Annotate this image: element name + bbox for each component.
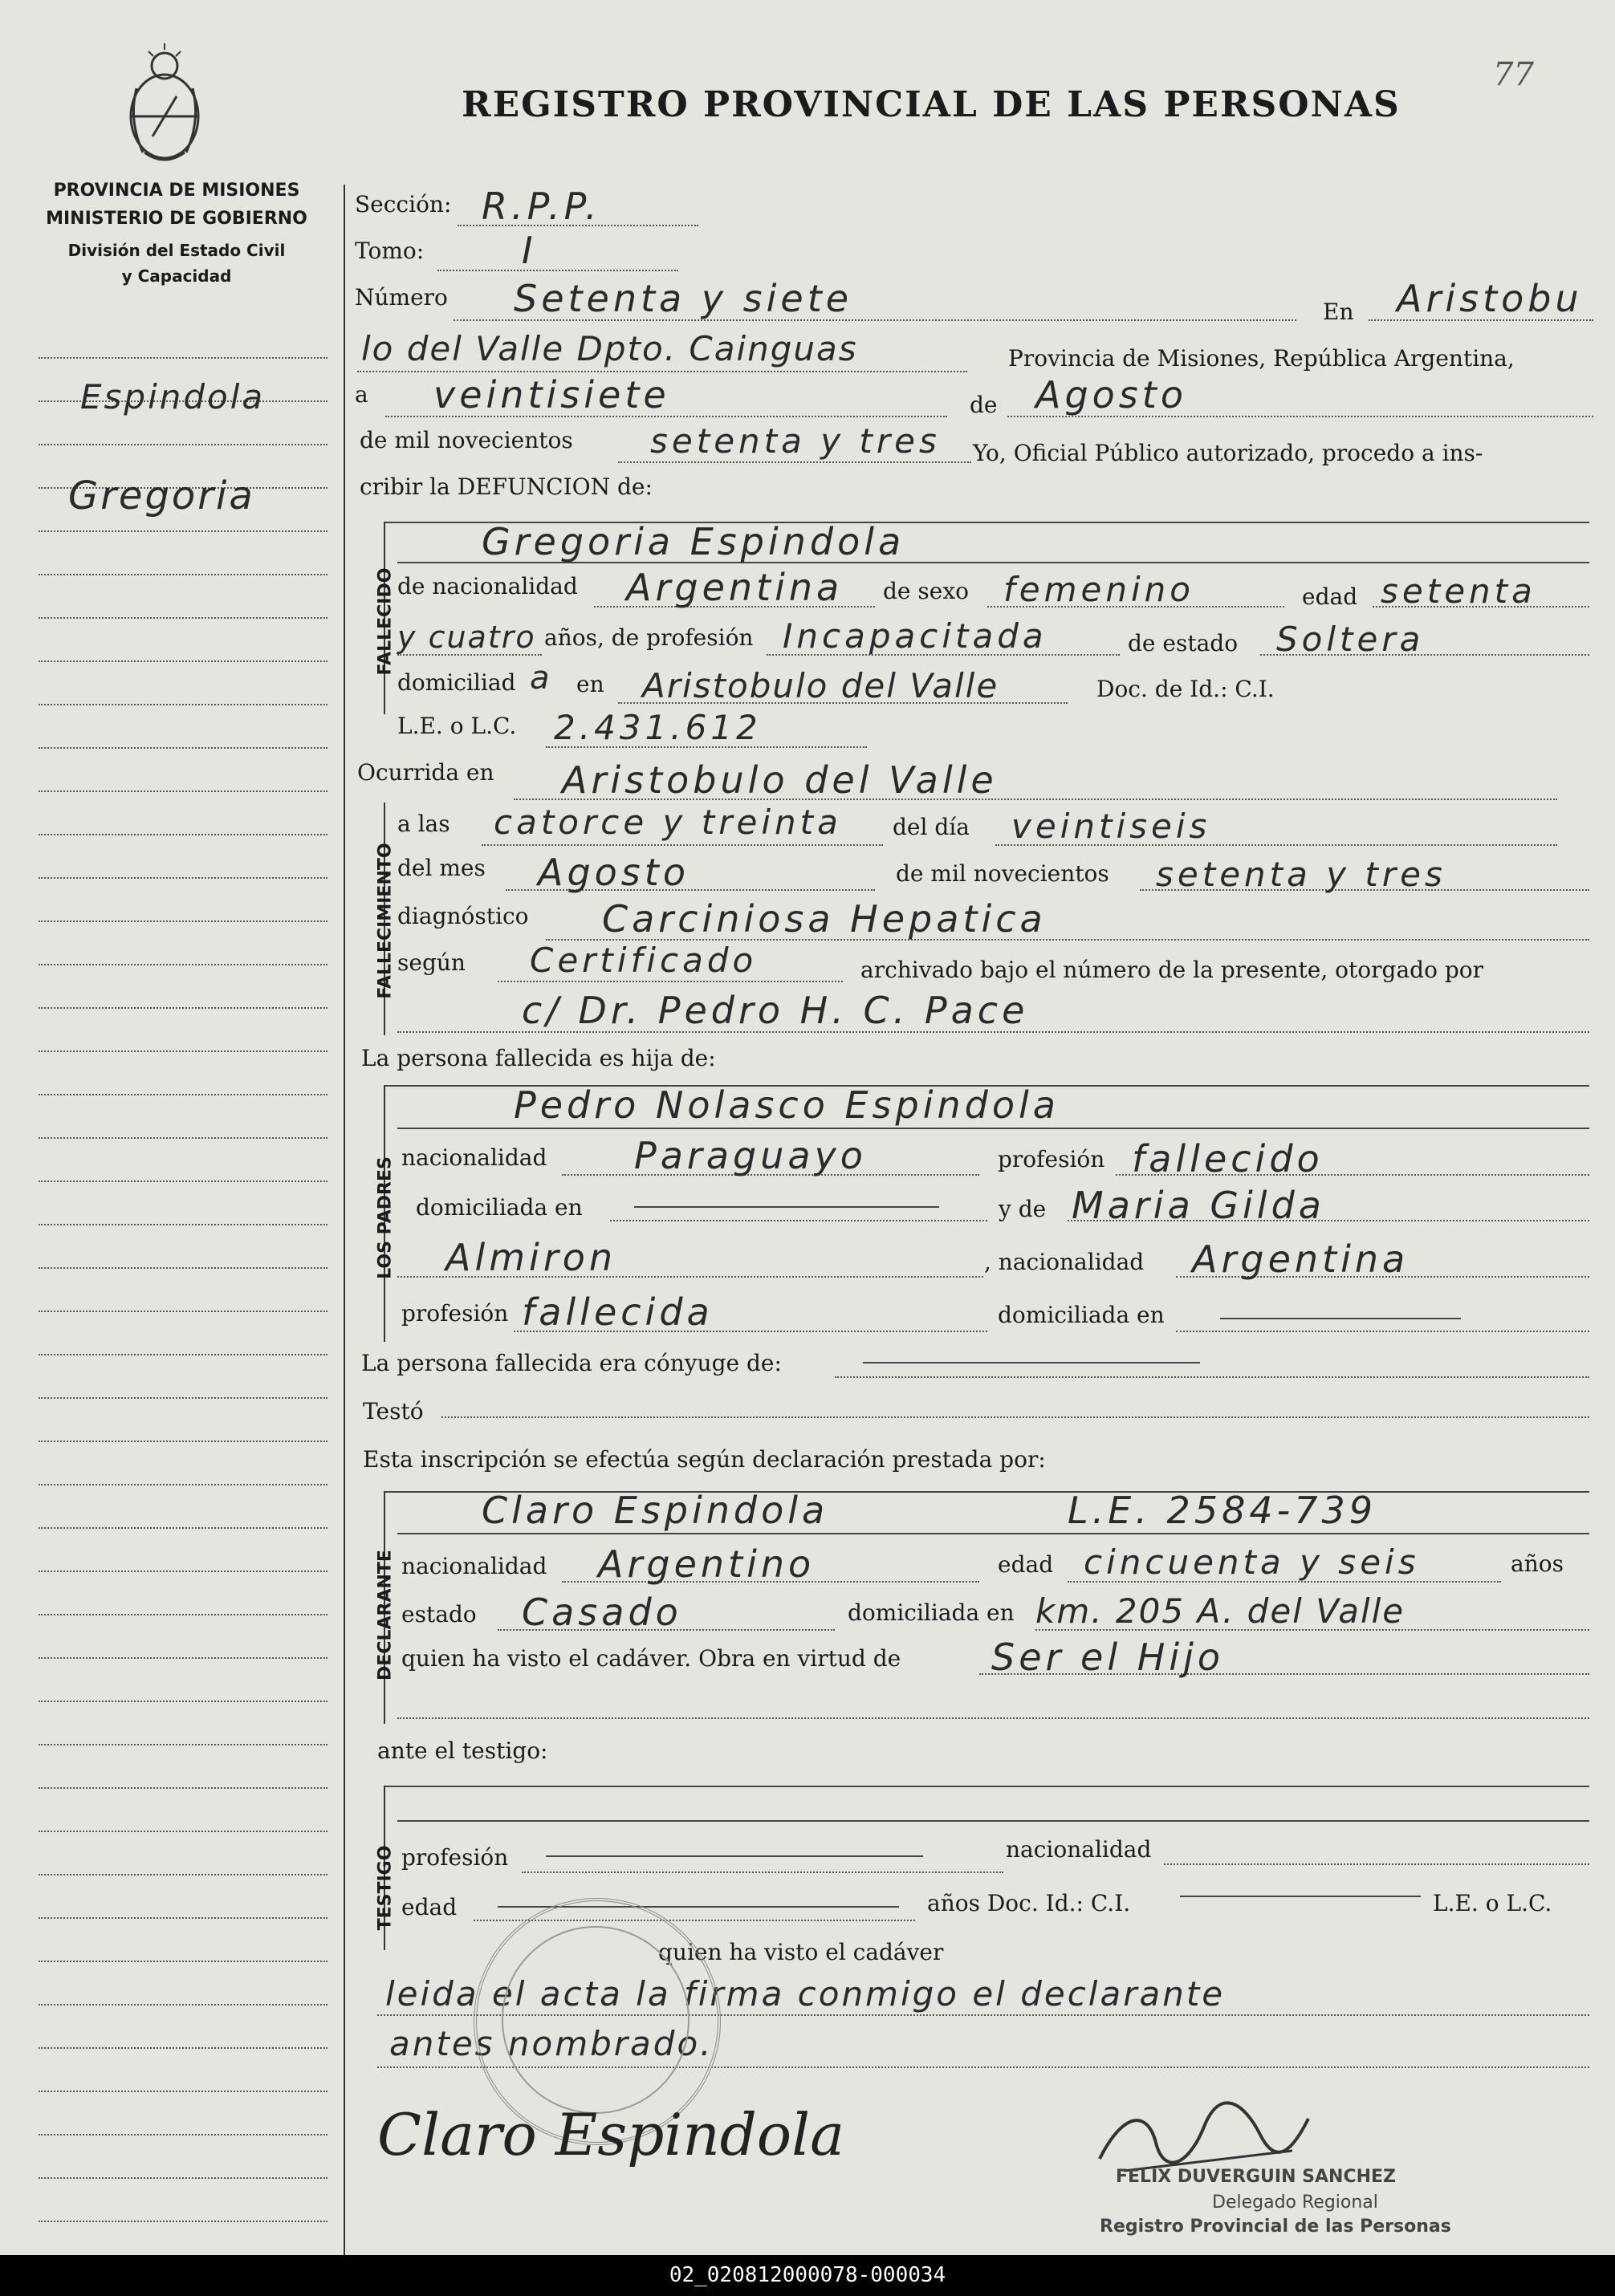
declarante-domicilio: km. 205 A. del Valle	[1035, 1591, 1405, 1631]
de-label: de	[970, 392, 998, 418]
margin-line	[39, 1311, 327, 1312]
ante-testigo-label: ante el testigo:	[377, 1737, 548, 1764]
conyuge-label: La persona fallecida era cónyuge de:	[361, 1350, 782, 1376]
testigo-profesion-dash	[546, 1855, 923, 1857]
org-ministry: MINISTERIO DE GOBIERNO	[46, 209, 307, 229]
inscripcion-label: Esta inscripción se efectúa según declaración prestada por:	[363, 1446, 1046, 1473]
ocurrida-value: Aristobulo del Valle	[562, 758, 998, 802]
margin-rule	[344, 185, 345, 2255]
margin-line	[39, 1441, 327, 1442]
obra-value: Ser el Hijo	[991, 1636, 1225, 1679]
margin-line	[39, 660, 327, 662]
image-id-footer: 02_020812000078-000034	[0, 2255, 1615, 2296]
margin-line	[39, 1397, 327, 1399]
medico-value: c/ Dr. Pedro H. C. Pace	[522, 989, 1029, 1032]
margin-line	[39, 1744, 327, 1745]
testigo-le-lc-label: L.E. o L.C.	[1433, 1890, 1552, 1916]
a-las-label: a las	[397, 811, 450, 837]
madre-nacionalidad-label: , nacionalidad	[984, 1249, 1145, 1275]
declarante-side-label: DECLARANTE	[375, 1550, 396, 1680]
numero-value: Setenta y siete	[514, 277, 853, 320]
sexo-label: de sexo	[883, 578, 969, 604]
edad-label: edad	[1302, 583, 1358, 610]
padre-name: Pedro Nolasco Espindola	[514, 1083, 1060, 1127]
del-dia-label: del día	[893, 814, 970, 840]
cribir-label: cribir la DEFUNCION de:	[360, 473, 653, 500]
a-label: a	[355, 381, 368, 408]
margin-line	[39, 1050, 327, 1052]
stamp-title: Delegado Regional	[1212, 2192, 1378, 2213]
anio-line	[618, 461, 971, 463]
cierre-1: leida el acta la firma conmigo el declarante	[385, 1974, 1226, 2014]
profesion-label: años, de profesión	[544, 624, 754, 651]
padre-nacionalidad: Paraguayo	[634, 1134, 867, 1177]
margin-line	[39, 834, 327, 835]
tomo-value: I	[522, 229, 537, 272]
margin-given-name: Gregoria	[68, 473, 255, 518]
testigo-side-label: TESTIGO	[375, 1845, 396, 1931]
margin-line	[39, 530, 327, 532]
mil-nov-label: de mil novecientos	[896, 860, 1109, 887]
de-nacionalidad-label: de nacionalidad	[397, 573, 578, 599]
declarante-blank-line	[397, 1717, 1589, 1719]
margin-line	[39, 790, 327, 792]
archivado-label: archivado bajo el número de la presente, otorgado por	[860, 957, 1483, 983]
stamp-office: Registro Provincial de las Personas	[1100, 2217, 1451, 2237]
margin-line	[39, 574, 327, 575]
del-mes-label: del mes	[397, 855, 486, 881]
margin-line	[39, 1527, 327, 1529]
en2-label: en	[576, 671, 604, 697]
padres-side-label: LOS PADRES	[375, 1156, 396, 1279]
fallecido-edad-1: setenta	[1381, 571, 1536, 611]
margin-line	[39, 2221, 327, 2222]
estado-label: de estado	[1128, 630, 1239, 656]
tomo-line	[437, 270, 678, 271]
anio-value: setenta y tres	[650, 421, 941, 461]
testigo-nacionalidad-label: nacionalidad	[1006, 1836, 1152, 1863]
fallecimiento-side-label: FALLECIMIENTO	[375, 843, 396, 999]
dia-value: veintisiete	[433, 373, 670, 417]
margin-line	[39, 1657, 327, 1659]
testigo-profesion-line	[522, 1871, 1003, 1873]
madre-profesion-label: profesión	[401, 1300, 509, 1327]
margin-line	[39, 357, 327, 359]
declarante-nacionalidad: Argentino	[598, 1542, 816, 1586]
testigo-name-line	[397, 1820, 1589, 1822]
margin-line	[39, 2177, 327, 2179]
declarante-name-line	[397, 1533, 1589, 1534]
margin-line	[39, 1614, 327, 1615]
conyuge-line	[835, 1376, 1589, 1378]
segun-line	[498, 981, 843, 982]
provincia-label: Provincia de Misiones, República Argentina,	[1008, 345, 1515, 372]
declarante-signature: Claro Espindola	[377, 2101, 845, 2168]
margin-line	[39, 1831, 327, 1832]
mes-muerte-value: Agosto	[538, 851, 690, 894]
declarante-edad: cincuenta y seis	[1084, 1542, 1420, 1582]
margin-line	[39, 1571, 327, 1572]
margin-line	[39, 1787, 327, 1789]
madre-line-2	[397, 1276, 983, 1278]
margin-line	[39, 617, 327, 619]
madre-profesion: fallecida	[522, 1290, 714, 1334]
numero-label: Número	[355, 284, 448, 311]
padre-domicilio-dash	[634, 1206, 939, 1208]
dia-muerte-value: veintiseis	[1011, 807, 1211, 846]
fallecido-le-lc: 2.431.612	[554, 708, 762, 747]
org-capacity: y Capacidad	[121, 266, 232, 286]
testigo-edad-label: edad	[401, 1894, 458, 1920]
margin-line	[39, 964, 327, 965]
place-line	[357, 371, 967, 372]
padre-profesion: fallecido	[1132, 1137, 1324, 1181]
madre-name-1: Maria Gilda	[1072, 1184, 1325, 1227]
margin-line	[39, 1701, 327, 1702]
margin-line	[39, 1874, 327, 1875]
official-seal-inner	[502, 1926, 690, 2114]
fallecido-side-label: FALLECIDO	[375, 567, 396, 676]
ocurrida-label: Ocurrida en	[357, 759, 494, 786]
en-label: En	[1323, 299, 1354, 325]
testigo-ci-dash	[1180, 1896, 1421, 1897]
fallecido-edad-2: y cuatro	[397, 620, 536, 655]
diagnostico-label: diagnóstico	[397, 903, 529, 929]
hora-line	[482, 844, 883, 846]
hija-de-label: La persona fallecida es hija de:	[361, 1045, 716, 1071]
madre-domicilio-label: domiciliada en	[998, 1302, 1165, 1328]
margin-line	[39, 920, 327, 922]
testo-label: Testó	[363, 1398, 424, 1424]
declarante-anos-label: años	[1511, 1550, 1564, 1577]
org-division: División del Estado Civil	[67, 241, 286, 260]
padre-domicilio-label: domiciliada en	[416, 1194, 583, 1221]
declarante-estado: Casado	[522, 1591, 682, 1634]
declarante-name: Claro Espindola	[482, 1489, 829, 1532]
page-number: 77	[1493, 56, 1534, 93]
madre-domicilio-line	[1176, 1331, 1589, 1332]
margin-line	[39, 1961, 327, 1962]
en-place-2: lo del Valle Dpto. Cainguas	[361, 329, 858, 368]
margin-line	[39, 2047, 327, 2049]
margin-surname: Espindola	[80, 377, 266, 417]
page-title: REGISTRO PROVINCIAL DE LAS PERSONAS	[462, 84, 1401, 125]
testigo-anos-doc-label: años Doc. Id.: C.I.	[927, 1890, 1131, 1916]
testigo-top-line	[385, 1786, 1589, 1787]
margin-line	[39, 1484, 327, 1485]
margin-line	[39, 1181, 327, 1182]
segun-value: Certificado	[530, 941, 758, 980]
margin-line	[39, 1094, 327, 1095]
cierre-2: antes nombrado.	[389, 2024, 714, 2063]
fallecido-domicilio: Aristobulo del Valle	[642, 666, 999, 705]
hora-value: catorce y treinta	[494, 803, 842, 842]
mes-value: Agosto	[1035, 373, 1187, 417]
margin-line	[39, 2091, 327, 2092]
declarante-doc: L.E. 2584-739	[1068, 1489, 1377, 1532]
margin-line	[39, 1007, 327, 1009]
margin-line	[39, 2134, 327, 2135]
seccion-label: Sección:	[355, 191, 452, 217]
edad2-line	[397, 654, 542, 656]
segun-label: según	[397, 949, 466, 976]
domiciliada-suffix: a	[530, 660, 554, 697]
madre-nacionalidad: Argentina	[1192, 1237, 1410, 1281]
declarante-edad-label: edad	[998, 1551, 1054, 1578]
quien-ha-visto-label: quien ha visto el cadáver. Obra en virtud de	[401, 1645, 901, 1672]
declarante-domicilio-label: domiciliada en	[848, 1599, 1015, 1626]
oficial-label: Yo, Oficial Público autorizado, procedo a ins-	[973, 440, 1483, 466]
testigo-nacionalidad-line	[1164, 1863, 1589, 1865]
y-de-label: y de	[999, 1196, 1047, 1222]
declarante-nacionalidad-label: nacionalidad	[401, 1553, 547, 1579]
madre-domicilio-dash	[1220, 1318, 1461, 1319]
margin-line	[39, 1224, 327, 1225]
diagnostico-value: Carciniosa Hepatica	[602, 897, 1047, 941]
conyuge-dash	[863, 1362, 1200, 1363]
padre-name-line	[397, 1128, 1589, 1129]
anio-muerte-value: setenta y tres	[1156, 855, 1446, 894]
margin-line	[39, 1917, 327, 1919]
padre-nacionalidad-label: nacionalidad	[401, 1144, 547, 1171]
testo-line	[441, 1416, 1589, 1418]
margin-line	[39, 877, 327, 879]
madre-name-2: Almiron	[445, 1236, 617, 1279]
coat-of-arms-icon	[120, 32, 209, 169]
margin-line	[39, 1354, 327, 1355]
margin-line	[39, 1137, 327, 1139]
doc-id-label: Doc. de Id.: C.I.	[1096, 676, 1275, 702]
padre-profesion-label: profesión	[998, 1146, 1105, 1172]
stamp-name: FELIX DUVERGUIN SANCHEZ	[1116, 2167, 1397, 2187]
declarante-estado-label: estado	[401, 1601, 477, 1628]
en-place-1: Aristobu	[1397, 277, 1583, 320]
mil-novecientos-label: de mil novecientos	[360, 427, 573, 453]
org-province: PROVINCIA DE MISIONES	[53, 181, 300, 201]
fallecido-profesion: Incapacitada	[783, 616, 1048, 656]
margin-line	[39, 1267, 327, 1269]
seccion-value: R.P.P.	[482, 185, 601, 228]
fallecido-name: Gregoria Espindola	[482, 520, 905, 563]
fallecido-estado: Soltera	[1276, 620, 1425, 659]
tomo-label: Tomo:	[355, 238, 425, 264]
margin-line	[39, 2004, 327, 2005]
margin-line	[39, 747, 327, 749]
domiciliada-label: domiciliad	[397, 669, 516, 696]
margin-line	[39, 704, 327, 705]
padre-domicilio-line	[610, 1220, 987, 1221]
margin-line	[39, 444, 327, 445]
le-lc-label: L.E. o L.C.	[397, 713, 517, 739]
quien-ha-visto-2-label: quien ha visto el cadáver	[658, 1939, 944, 1965]
testigo-profesion-label: profesión	[401, 1844, 509, 1871]
fallecido-nacionalidad: Argentina	[626, 566, 844, 609]
fallecido-sexo: femenino	[1003, 570, 1194, 609]
